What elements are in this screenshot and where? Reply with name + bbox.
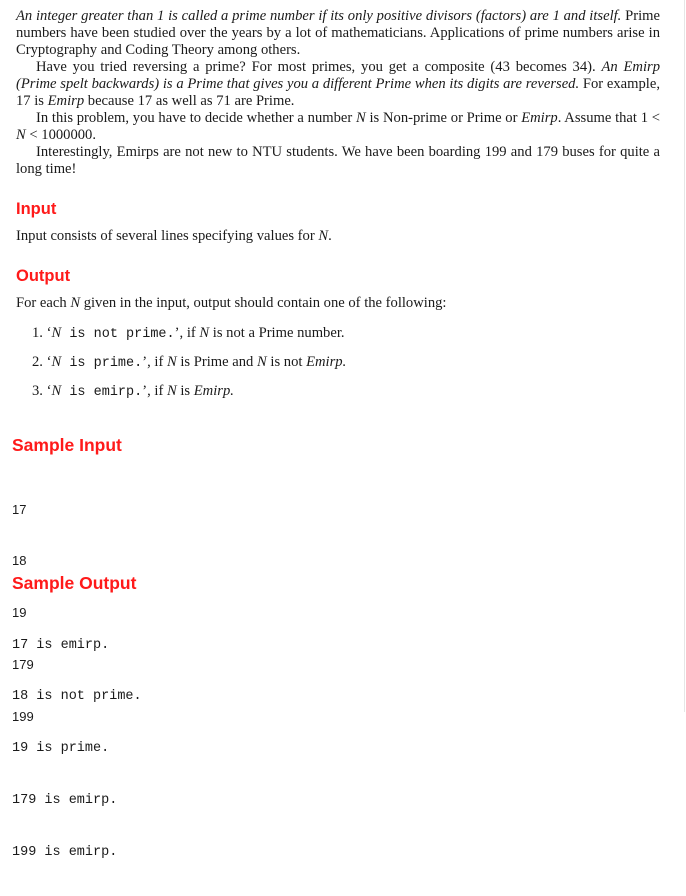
output-description <box>16 295 446 312</box>
variable-n: N <box>16 127 26 144</box>
output-format: is not prime. <box>61 327 175 342</box>
sample-output-line: 19 is prime. <box>12 741 110 757</box>
ntu-buses-note: Interestingly, Emirps are not new to NTU students. We have been boarding 199 and 179 buses for quite a long time! <box>16 144 660 178</box>
intro-paragraph-1 <box>16 8 660 60</box>
rule-condition: is <box>180 383 191 399</box>
variable-n: N <box>356 110 366 126</box>
output-rule-2 <box>32 354 346 371</box>
prime-definition: An integer greater than 1 is called a prime number if its only positive divisors (factors) are 1 and itself. <box>16 8 622 24</box>
close-quote: ’ <box>142 354 148 370</box>
problem-text: In this problem, you have to decide whether a number <box>36 110 353 126</box>
sample-output-line: 179 is emirp. <box>12 793 118 809</box>
close-quote: ’ <box>142 383 148 399</box>
variable-n: N <box>318 228 329 244</box>
rule-condition: is not a Prime number. <box>212 325 345 341</box>
output-text-2: given in the input, output should contain one of the following: <box>83 295 447 311</box>
input-description <box>16 228 332 245</box>
rule-number: 2. <box>32 354 43 370</box>
example-reason: because 17 as well as 71 are Prime. <box>87 93 295 110</box>
variable-n: N <box>70 295 81 311</box>
sample-input-line: 179 <box>12 657 34 673</box>
input-heading: Input <box>16 200 57 218</box>
intro-paragraph-3 <box>16 110 660 144</box>
variable-n: N <box>51 383 62 399</box>
emirp-term: Emirp. <box>306 354 347 370</box>
open-quote: ‘ <box>46 354 52 370</box>
sample-input-line: 18 <box>12 553 27 569</box>
reversing-question: Have you tried reversing a prime? For most primes, you get a composite (43 becomes 34). <box>36 59 596 75</box>
variable-n: N <box>199 325 210 341</box>
sample-input-line: 17 <box>12 501 27 517</box>
output-rule-3 <box>32 383 234 400</box>
close-quote: ’ <box>174 325 180 341</box>
variable-n: N <box>166 354 177 370</box>
rule-condition: is Prime and <box>180 354 254 370</box>
rule-if: , if <box>147 383 164 399</box>
sample-output-line: 17 is emirp. <box>12 637 110 653</box>
open-quote: ‘ <box>46 383 52 399</box>
variable-n: N <box>166 383 177 399</box>
problem-text-2: is Non-prime or Prime or <box>369 110 518 126</box>
sample-output-line: 18 is not prime. <box>12 689 142 705</box>
sample-output-heading: Sample Output <box>12 573 137 593</box>
rule-if: , if <box>147 354 164 370</box>
output-heading: Output <box>16 267 71 285</box>
constraint-text: . Assume that 1 < <box>557 110 660 126</box>
prime-history: Prime numbers have been studied over the years by a lot of mathematicians. Applications of prime numbers arise in Cryptography and Coding Theory among others. <box>16 8 660 59</box>
intro-paragraph-4 <box>16 144 660 178</box>
input-period: . <box>328 228 332 244</box>
variable-n: N <box>51 325 62 341</box>
sample-output-line: 199 is emirp. <box>12 845 118 861</box>
rule-condition-2: is not <box>270 354 303 370</box>
rule-number: 1. <box>32 325 43 341</box>
sample-output-block <box>12 602 142 896</box>
sample-input-heading: Sample Input <box>12 435 122 455</box>
sample-input-line: 199 <box>12 709 34 725</box>
example-text: For example, 17 is <box>16 76 660 110</box>
output-text: For each <box>16 295 67 311</box>
variable-n: N <box>257 354 267 370</box>
emirp-term: Emirp <box>521 110 558 126</box>
sample-input-line: 19 <box>12 605 27 621</box>
variable-n: N <box>51 354 62 370</box>
rule-if: , if <box>179 325 196 341</box>
constraint-bound: < 1000000. <box>29 127 96 144</box>
emirp-term: Emirp. <box>193 383 234 399</box>
output-rule-1 <box>32 325 345 342</box>
rule-number: 3. <box>32 383 43 399</box>
intro-paragraph-2 <box>16 59 660 111</box>
emirp-term: Emirp <box>47 93 85 110</box>
input-text: Input consists of several lines specifying values for <box>16 228 315 244</box>
emirp-definition: An Emirp (Prime spelt backwards) is a Prime that gives you a different Prime when its digits are reversed. <box>16 59 660 93</box>
output-format: is prime. <box>61 356 143 371</box>
open-quote: ‘ <box>46 325 52 341</box>
output-format: is emirp. <box>61 385 143 400</box>
